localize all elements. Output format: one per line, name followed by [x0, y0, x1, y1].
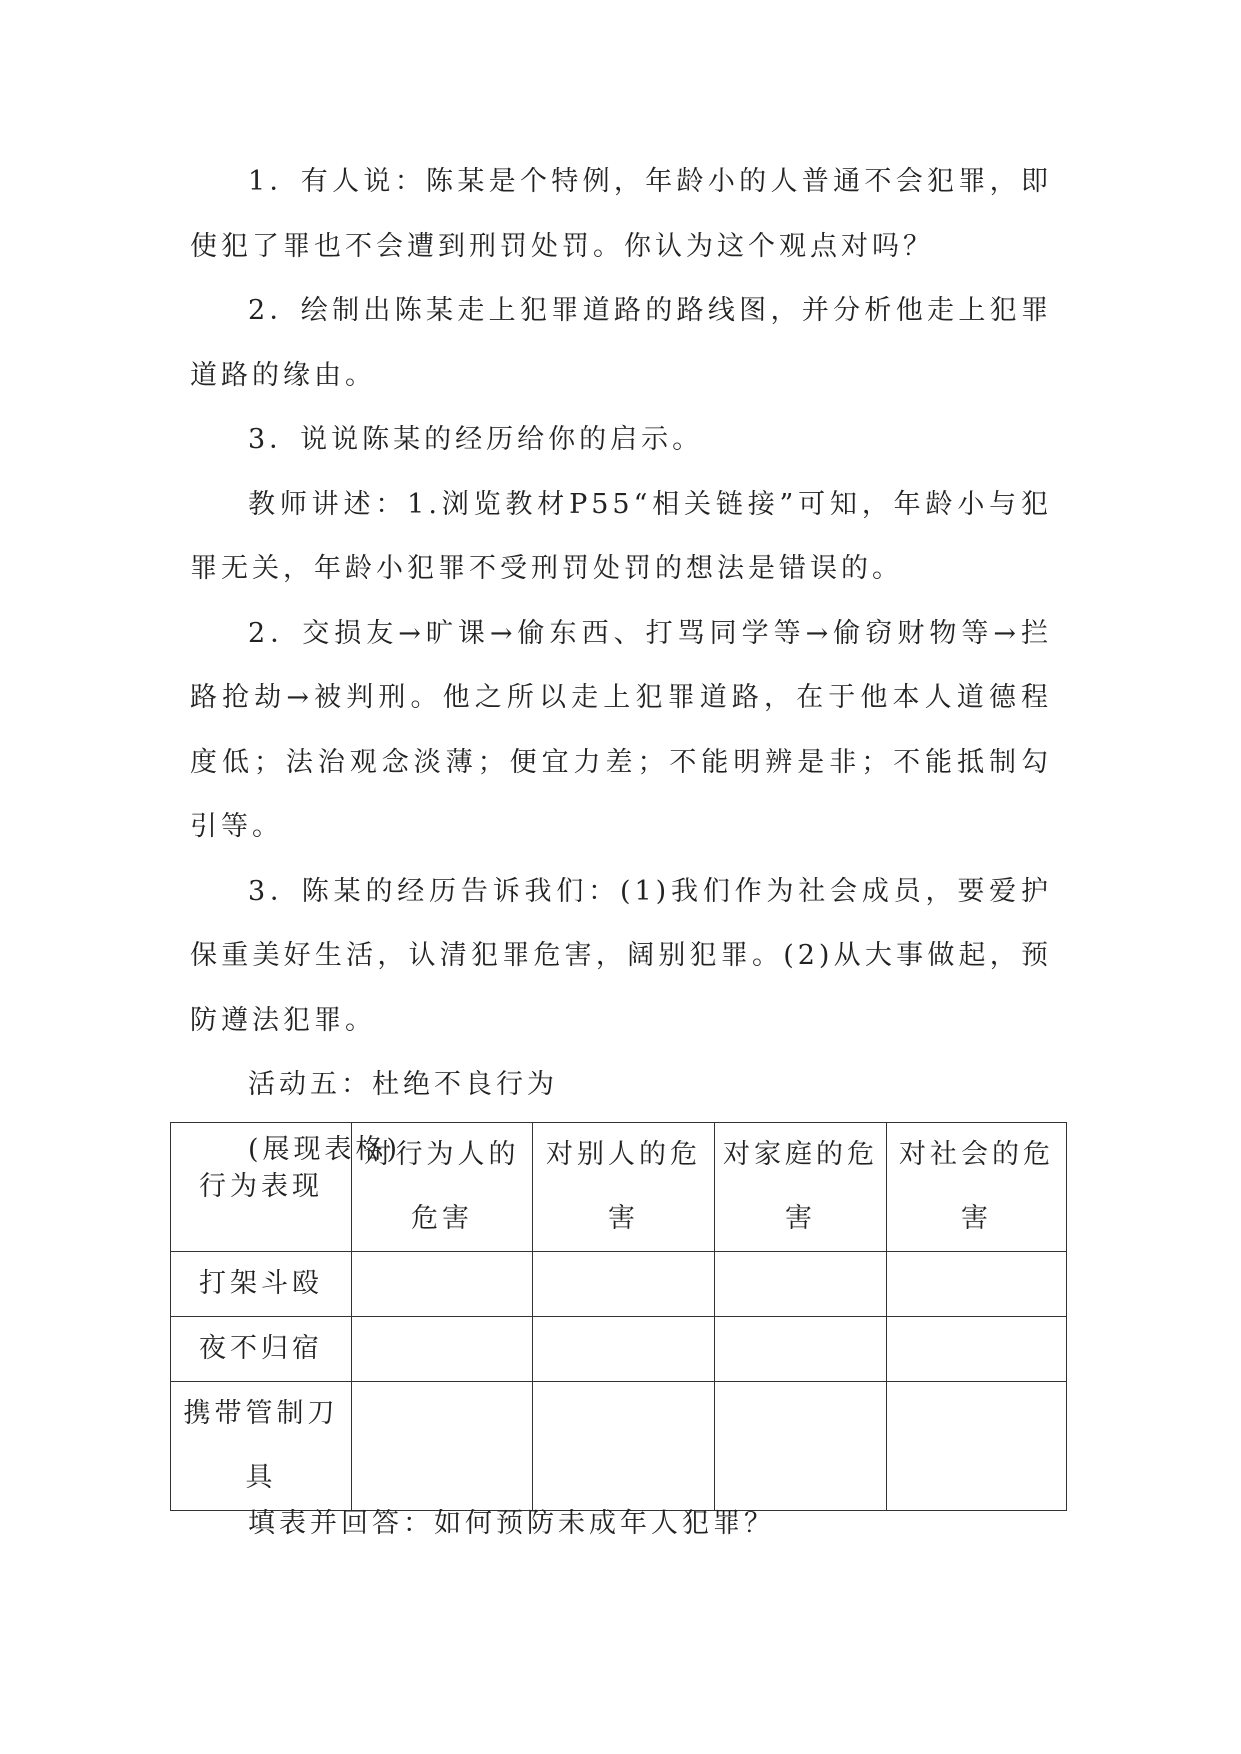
table-cell-empty — [533, 1252, 715, 1317]
table-header-cell: 行为表现 — [171, 1123, 352, 1252]
behavior-harm-table — [170, 1122, 1067, 1511]
table-cell-empty — [352, 1252, 533, 1317]
table-header-cell: 对社会的危害 — [887, 1123, 1067, 1252]
table-cell-empty — [352, 1317, 533, 1382]
paragraph-question-1: 1．有人说：陈某是个特例，年龄小的人普通不会犯罪，即使犯了罪也不会遭到刑罚处罚。你认为这个观点对吗？ — [190, 166, 1052, 262]
table-cell-empty — [715, 1317, 887, 1382]
table-row — [171, 1252, 1067, 1317]
table-cell-empty — [715, 1252, 887, 1317]
paragraph-activity-five: 活动五：杜绝不良行为 — [248, 1069, 558, 1100]
table-header-cell: 对行为人的危害 — [352, 1123, 533, 1252]
paragraph-question-3: 3．说说陈某的经历给你的启示。 — [248, 424, 704, 455]
closing-section — [190, 1492, 1052, 1557]
table-cell-empty — [533, 1317, 715, 1382]
table-row — [171, 1317, 1067, 1382]
paragraph-lessons: 3．陈某的经历告诉我们：(1)我们作为社会成员，要爱护保重美好生活，认清犯罪危害，阔别犯罪。(2)从大事做起，预防遵法犯罪。 — [190, 875, 1052, 1036]
table-cell-behavior: 夜不归宿 — [171, 1317, 352, 1382]
table-header-row — [171, 1123, 1067, 1252]
behavior-table-wrapper — [170, 1122, 1067, 1511]
table-cell-behavior: 携带管制刀具 — [171, 1382, 352, 1511]
table-cell-empty — [887, 1317, 1067, 1382]
paragraph-teacher-explanation: 教师讲述：1.浏览教材P55“相关链接”可知，年龄小与犯罪无关，年龄小犯罪不受刑罚处罚的想法是错误的。 — [190, 488, 1052, 584]
document-body — [190, 150, 1052, 1182]
table-cell-empty — [887, 1252, 1067, 1317]
paragraph-question-2: 2．绘制出陈某走上犯罪道路的路线图，并分析他走上犯罪道路的缘由。 — [190, 295, 1052, 391]
paragraph-crime-path: 2．交损友→旷课→偷东西、打骂同学等→偷窃财物等→拦路抢劫→被判刑。他之所以走上犯罪道路，在于他本人道德程度低；法治观念淡薄；便宜力差；不能明辨是非；不能抵制勾引等。 — [190, 617, 1052, 842]
paragraph-closing-question: 填表并回答：如何预防未成年人犯罪？ — [248, 1508, 775, 1539]
table-header-cell: 对家庭的危害 — [715, 1123, 887, 1252]
table-cell-behavior: 打架斗殴 — [171, 1252, 352, 1317]
table-header-cell: 对别人的危害 — [533, 1123, 715, 1252]
paragraph-show-table: (展现表格) — [248, 1133, 402, 1165]
